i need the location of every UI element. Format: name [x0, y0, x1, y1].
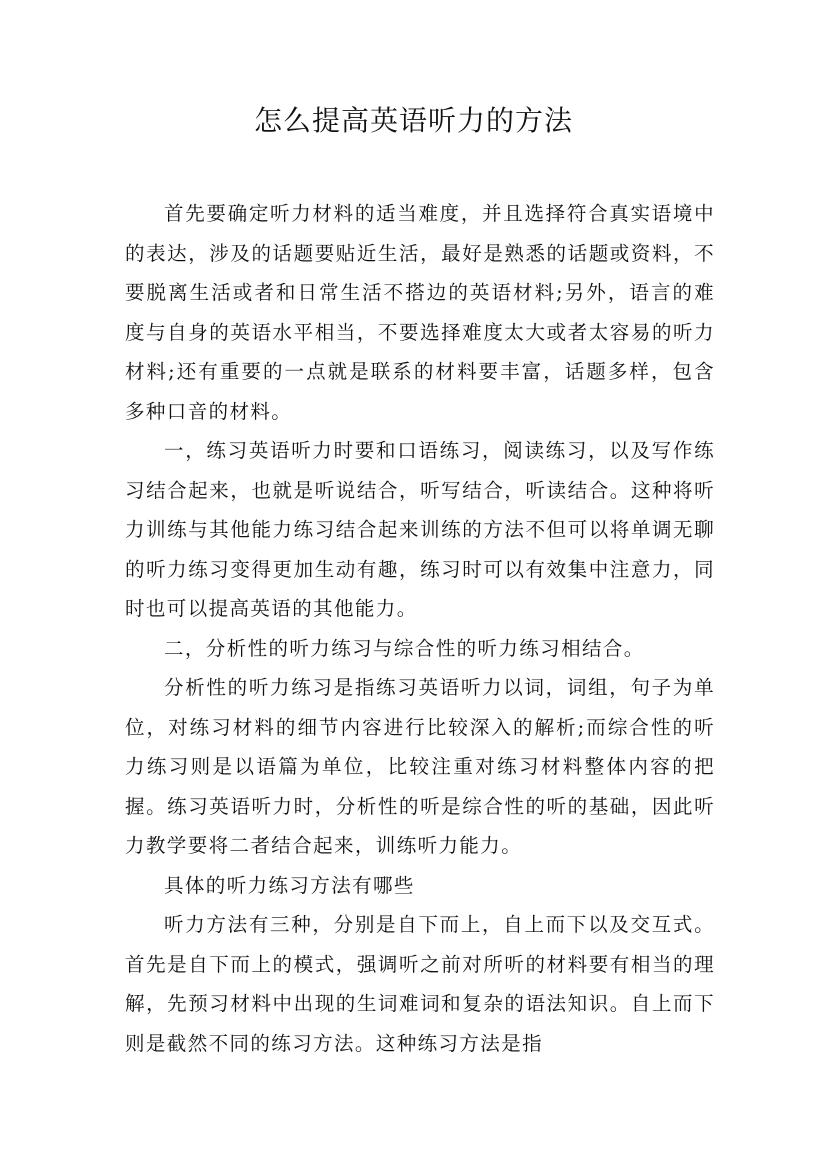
section-heading-specific-methods: 具体的听力练习方法有哪些: [164, 873, 415, 897]
paragraph-analytic-synthetic: 分析性的听力练习是指练习英语听力以词，词组，句子为单位，对练习材料的细节内容进行比较深入的解析;而综合性的听力练习则是以语篇为单位，比较注重对练习材料整体内容的把握。练习英语听力时，分析性的听是综合性的听的基础，因此听力教学要将二者结合起来，训练听力能力。: [125, 676, 715, 857]
document-body: [125, 194, 715, 1063]
paragraph-method-two: 二，分析性的听力练习与综合性的听力练习相结合。: [164, 636, 645, 660]
paragraph-difficulty: 首先要确定听力材料的适当难度，并且选择符合真实语境中的表达，涉及的话题要贴近生活，最好是熟悉的话题或资料，不要脱离生活或者和日常生活不搭边的英语材料;另外，语言的难度与自身的英语水平相当，不要选择难度太大或者太容易的听力材料;还有重要的一点就是联系的材料要丰富，话题多样，包含多种口音的材料。: [125, 202, 715, 423]
paragraph-method-one: 一，练习英语听力时要和口语练习，阅读练习，以及写作练习结合起来，也就是听说结合，听写结合，听读结合。这种将听力训练与其他能力练习结合起来训练的方法不但可以将单调无聊的听力练习变得更加生动有趣，练习时可以有效集中注意力，同时也可以提高英语的其他能力。: [125, 439, 715, 620]
document-title: 怎么提高英语听力的方法: [253, 104, 573, 137]
paragraph-three-methods: 听力方法有三种，分别是自下而上，自上而下以及交互式。首先是自下而上的模式，强调听之前对所听的材料要有相当的理解，先预习材料中出现的生词难词和复杂的语法知识。自上而下则是截然不同的练习方法。这种练习方法是指: [125, 913, 715, 1055]
